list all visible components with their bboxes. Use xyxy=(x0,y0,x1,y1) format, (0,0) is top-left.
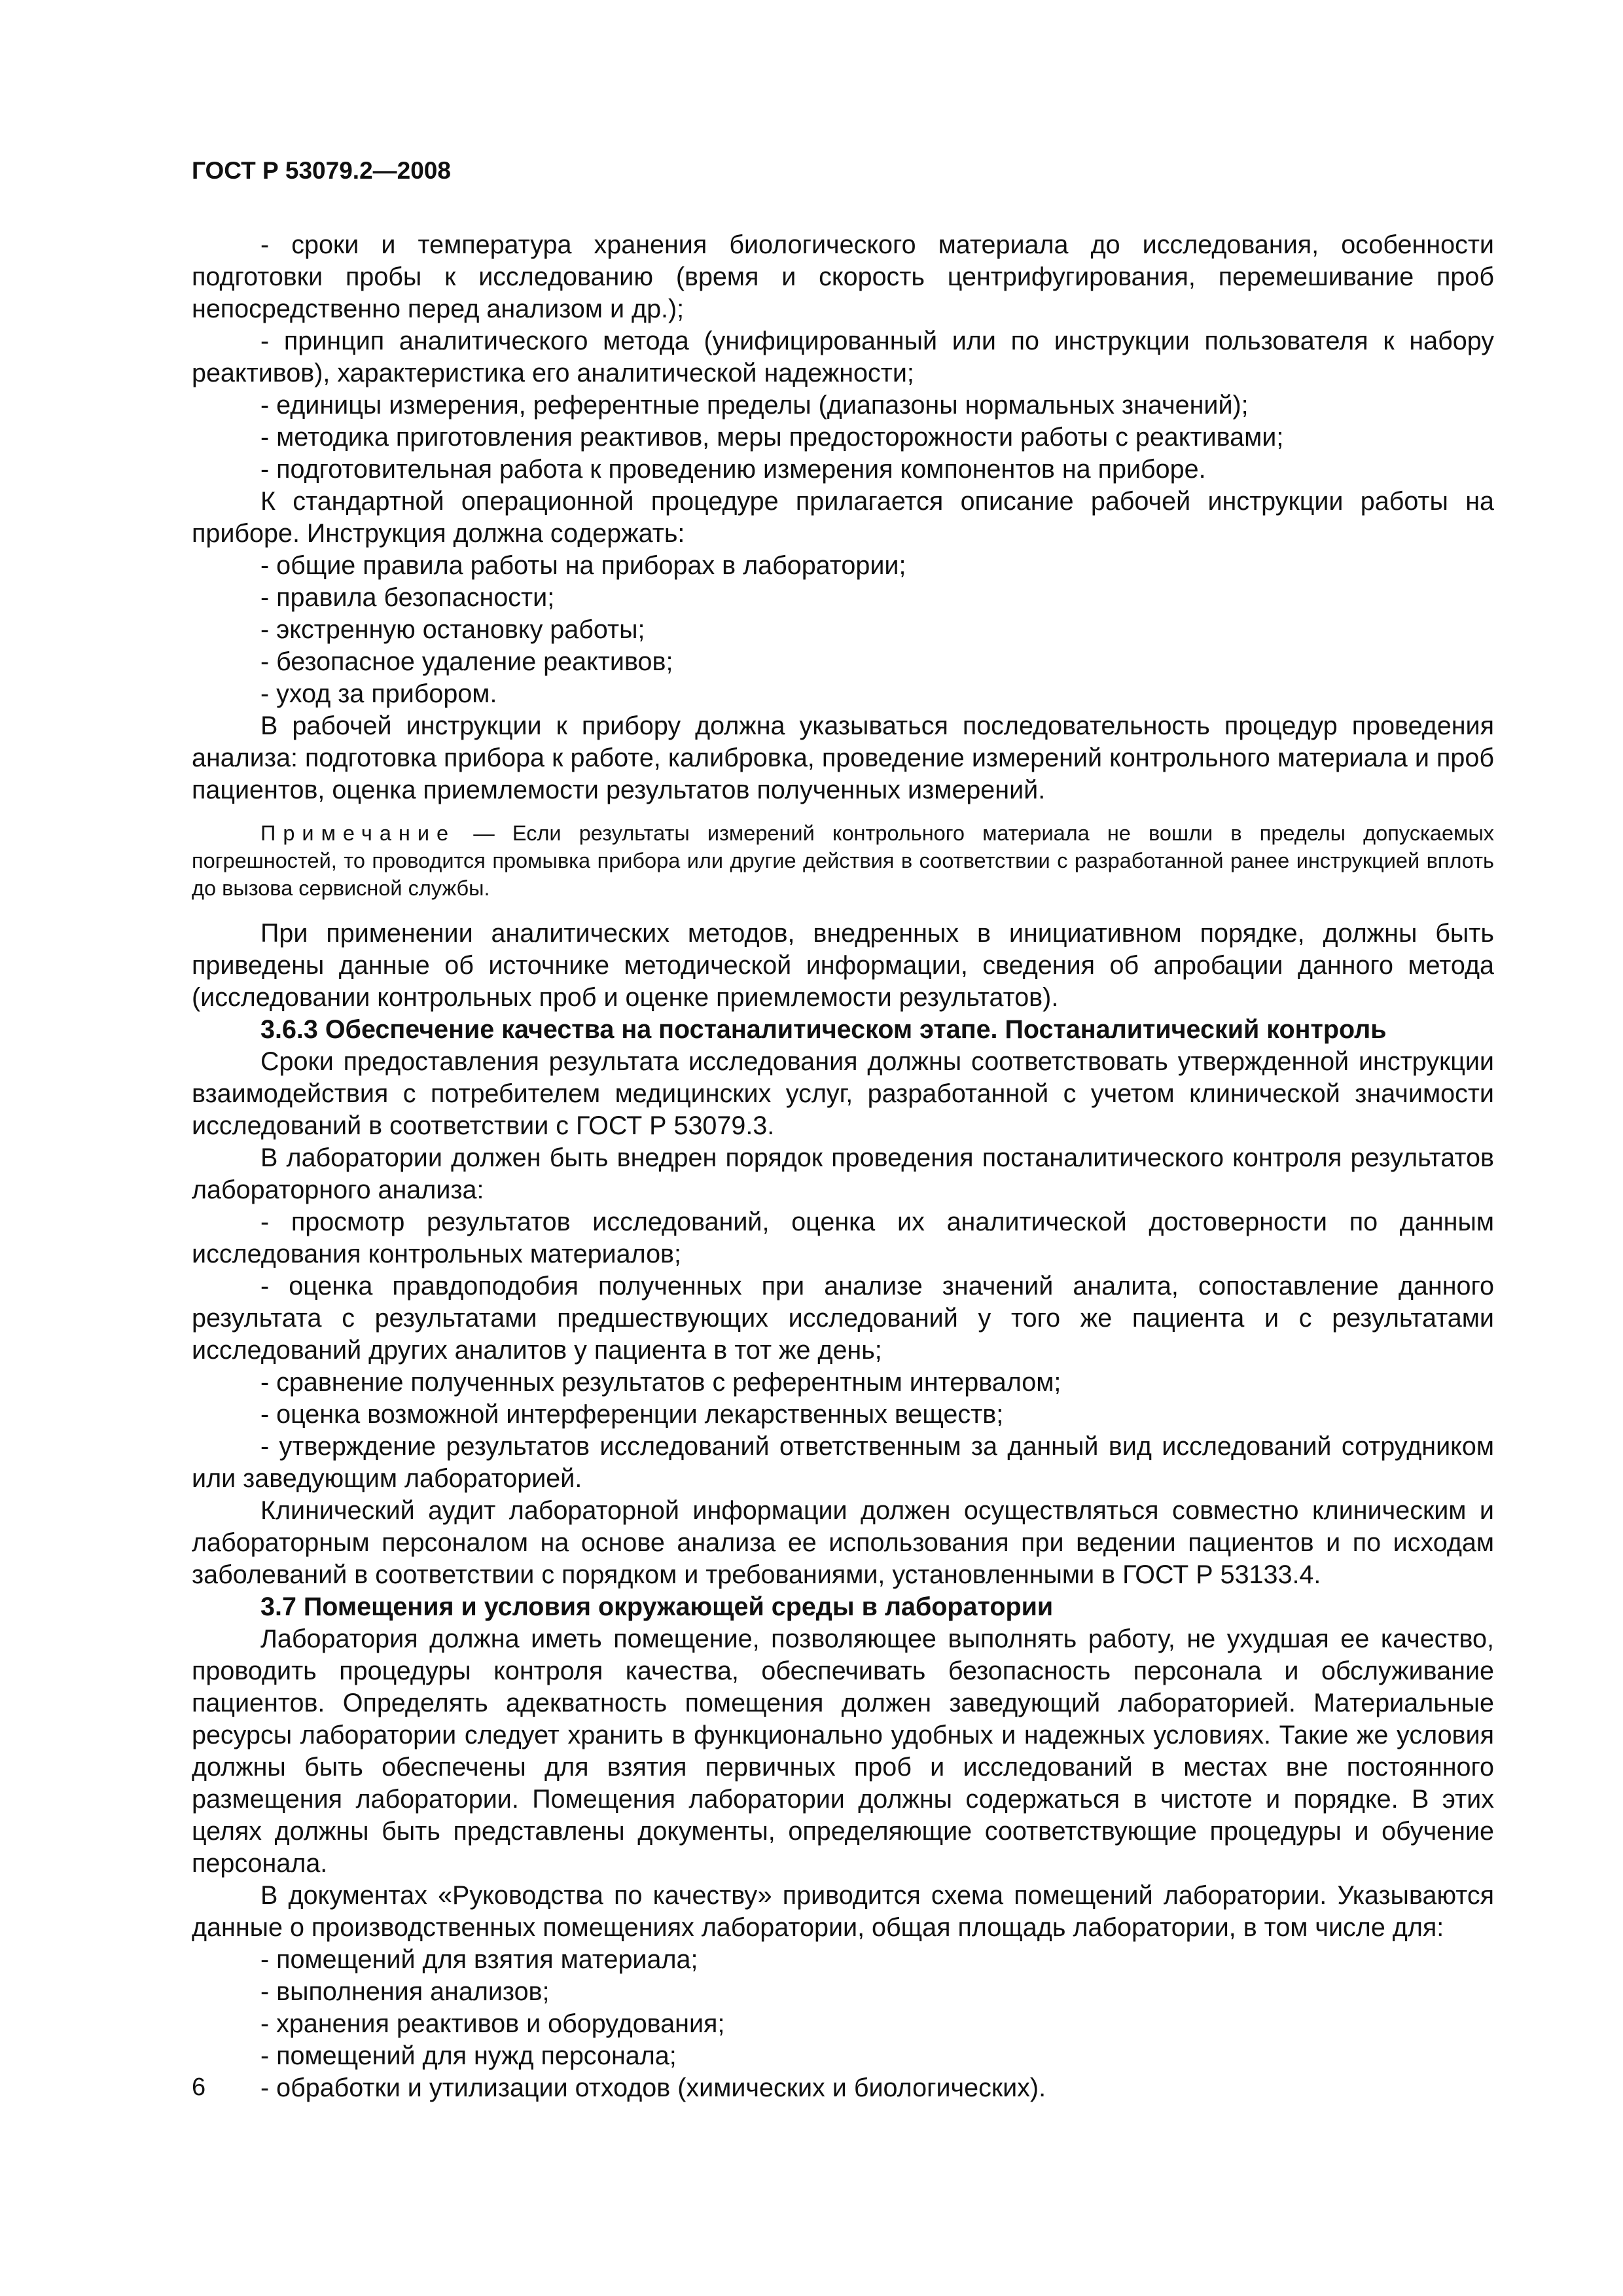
list-item: - оценка возможной интерференции лекарственных веществ; xyxy=(260,1400,1004,1429)
list-item: - экстренную остановку работы; xyxy=(260,615,645,644)
list-item: - методика приготовления реактивов, меры предосторожности работы с реактивами; xyxy=(260,423,1284,452)
note-text: — Если результаты измерений контрольного материала не вошли в пределы допускаемых погрешностей, то проводится промывка прибора или другие действия в соответствии с разработанной ранее инструкцией вплоть до вызова сервисной службы. xyxy=(192,821,1494,900)
list-item: - уход за прибором. xyxy=(260,679,497,708)
document-header: ГОСТ Р 53079.2—2008 xyxy=(192,157,451,184)
list-item: - сравнение полученных результатов с референтным интервалом; xyxy=(260,1368,1061,1397)
paragraph: В документах «Руководства по качеству» приводится схема помещений лаборатории. Указываются данные о производственных помещениях лаборатории, общая площадь лаборатории, в том числе для: xyxy=(192,1881,1494,1942)
section-heading: 3.6.3 Обеспечение качества на постаналитическом этапе. Постаналитический контроль xyxy=(260,1015,1387,1044)
list-item: - выполнения анализов; xyxy=(260,1977,550,2006)
paragraph: В лаборатории должен быть внедрен порядок проведения постаналитического контроля результатов лабораторного анализа: xyxy=(192,1143,1494,1204)
page-number: 6 xyxy=(192,2073,206,2101)
list-item: - правила безопасности; xyxy=(260,583,555,612)
list-item: - безопасное удаление реактивов; xyxy=(260,647,673,676)
list-item: - помещений для нужд персонала; xyxy=(260,2041,677,2070)
list-item: - подготовительная работа к проведению измерения компонентов на приборе. xyxy=(260,455,1206,484)
list-item: - утверждение результатов исследований ответственным за данный вид исследований сотрудником или заведующим лабораторией. xyxy=(192,1432,1494,1493)
paragraph: При применении аналитических методов, внедренных в инициативном порядке, должны быть приведены данные об источнике методической информации, сведения об апробации данного метода (исследовании контрольных проб и оценке приемлемости результатов). xyxy=(192,919,1494,1012)
list-item: - сроки и температура хранения биологического материала до исследования, особенности подготовки пробы к исследованию (время и скорость центрифугирования, перемешивание проб непосредственно перед анализом и др.); xyxy=(192,230,1494,323)
list-item: - помещений для взятия материала; xyxy=(260,1945,698,1974)
paragraph: Лаборатория должна иметь помещение, позволяющее выполнять работу, не ухудшая ее качество, проводить процедуры контроля качества, обеспечивать безопасность персонала и обслуживание пациентов. Определять адекватность помещения должен заведующий лабораторией. Материальные ресурсы лаборатории следует хранить в функционально удобных и надежных условиях. Такие же условия должны быть обеспечены для взятия первичных проб и исследований в местах вне постоянного размещения лаборатории. Помещения лаборатории должны содержаться в чистоте и порядке. В этих целях должны быть представлены документы, определяющие соответствующие процедуры и обучение персонала. xyxy=(192,1624,1494,1878)
list-item: - обработки и утилизации отходов (химических и биологических). xyxy=(260,2073,1046,2102)
list-item: - принцип аналитического метода (унифицированный или по инструкции пользователя к набору реактивов), характеристика его аналитической надежности; xyxy=(192,327,1494,387)
list-item: - просмотр результатов исследований, оценка их аналитической достоверности по данным исследования контрольных материалов; xyxy=(192,1208,1494,1268)
note-label: Примечание xyxy=(260,821,456,845)
paragraph: Клинический аудит лабораторной информации должен осуществляться совместно клиническим и лабораторным персоналом на основе анализа ее использования при ведении пациентов и по исходам заболеваний в соответствии с порядком и требованиями, установленными в ГОСТ Р 53133.4. xyxy=(192,1496,1494,1589)
document-body xyxy=(192,229,1494,2104)
note xyxy=(192,819,1494,902)
paragraph: В рабочей инструкции к прибору должна указываться последовательность процедур проведения анализа: подготовка прибора к работе, калибровка, проведение измерений контрольного материала и проб пациентов, оценка приемлемости результатов полученных измерений. xyxy=(192,711,1494,804)
list-item: - общие правила работы на приборах в лаборатории; xyxy=(260,551,906,580)
list-item: - оценка правдоподобия полученных при анализе значений аналита, сопоставление данного результата с результатами предшествующих исследований у того же пациента и с результатами исследований других аналитов у пациента в тот же день; xyxy=(192,1272,1494,1365)
list-item: - хранения реактивов и оборудования; xyxy=(260,2009,725,2038)
list-item: - единицы измерения, референтные пределы (диапазоны нормальных значений); xyxy=(260,391,1249,420)
paragraph: Сроки предоставления результата исследования должны соответствовать утвержденной инструкции взаимодействия с потребителем медицинских услуг, разработанной с учетом клинической значимости исследований в соответствии с ГОСТ Р 53079.3. xyxy=(192,1047,1494,1140)
section-heading: 3.7 Помещения и условия окружающей среды в лаборатории xyxy=(260,1592,1054,1621)
paragraph: К стандартной операционной процедуре прилагается описание рабочей инструкции работы на приборе. Инструкция должна содержать: xyxy=(192,487,1494,548)
